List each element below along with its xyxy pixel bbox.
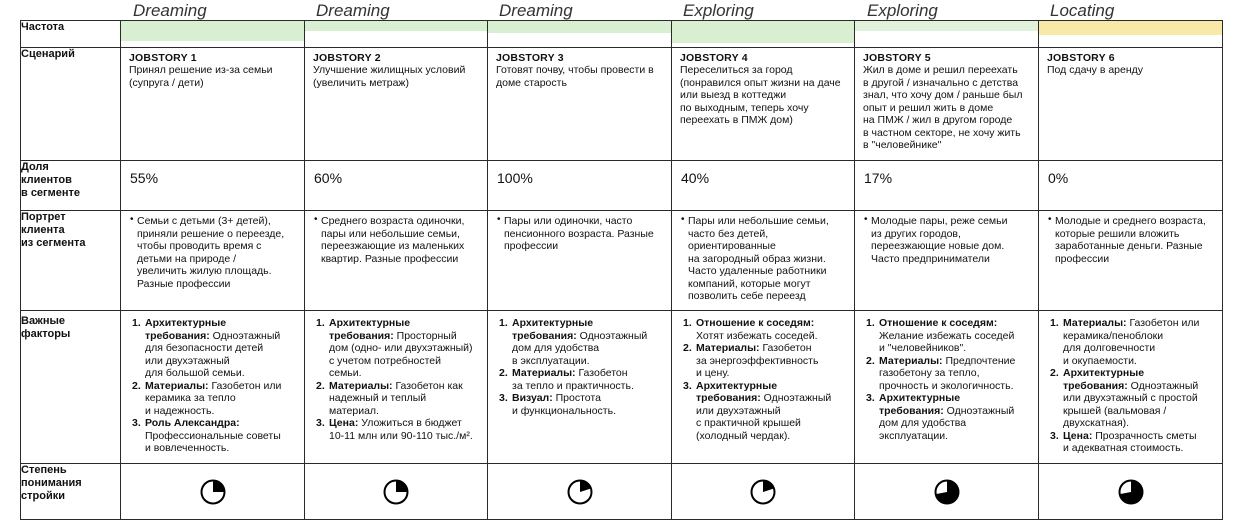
factor-number: 3. [683,379,692,392]
pie-wedge [396,481,408,493]
share-cell [855,161,1039,211]
factor-heading: Отношение к соседям: [696,317,815,329]
factors-cell [1039,311,1223,464]
share-row [21,161,1223,211]
factors-cell [121,311,305,464]
factor-number: 3. [132,417,141,429]
understanding-pie-icon [749,478,777,506]
row-header-frequency: Частота [21,21,121,48]
factor-text: Одноэтажный для безопасности детей или двухэтажный для большой семьи. [145,329,281,379]
pie-wedge [213,481,225,493]
portrait-text: Пары или одиночки, часто пенсионного возраста. Разные профессии [504,215,654,252]
share-value: 55% [130,170,159,186]
frequency-cell [855,21,1039,48]
factors-cell [488,311,672,464]
understanding-cell [672,464,855,520]
frequency-cell [1039,21,1223,48]
factor-text: Предпочтение газобетону за тепло, прочность и экологичность. [879,354,1016,392]
bullet-icon: • [314,214,318,225]
scenario-text: Переселиться за город (понравился опыт жизни на даче или выезд в коттеджи по выходным, теперь хочу переехать в ПМЖ дом) [680,64,841,126]
frequency-bar [305,21,487,31]
frequency-bar [855,21,1038,31]
share-cell [672,161,855,211]
factor-heading: Роль Александра: [145,417,240,429]
factor-item [496,367,665,392]
portrait-text: Семьи с детьми (3+ детей), приняли решение о переезде, чтобы проводить время с детьми на природе / увеличить жилую площадь. Разные профессии [137,215,285,290]
portrait-text: Молодые пары, реже семьи из других городов, переезжающие новые дом. Часто предприниматели [871,215,1008,265]
frequency-bar [121,21,304,41]
factor-heading: Цена: [1063,429,1093,442]
factor-heading: Архитектурные требования: [145,317,227,342]
factor-text: Газобетон или керамика за тепло и надежность. [145,379,282,417]
factors-cell [855,311,1039,464]
portrait-text: Молодые и среднего возраста, которые решили вложить заработанные деньги. Разные профессии [1055,215,1206,265]
factor-text: Одноэтажный дом для удобства в эксплуатации. [512,329,648,367]
factor-heading: Материалы: [696,342,760,354]
factors-cell [672,311,855,464]
factor-number: 2. [499,367,508,379]
factor-number: 1. [866,317,875,329]
scenario-text: Принял решение из-за семьи (супруга / дети) [129,64,273,89]
factors-list [855,311,1038,442]
portrait-row [21,211,1223,311]
factor-item [680,380,848,443]
scenario-text: Под сдачу в аренду [1047,64,1144,76]
understanding-pie-icon [382,478,410,506]
understanding-pie-icon [566,478,594,506]
stage-label: Locating [1050,1,1115,20]
factor-number: 1. [1050,317,1059,329]
factor-number: 3. [499,392,508,404]
jobstory-title: JOBSTORY 6 [1047,52,1115,64]
scenario-cell [1039,48,1223,161]
factor-text: Одноэтажный дом для удобства эксплуатации. [879,404,1015,442]
factors-list [305,311,487,442]
factor-item [1047,367,1216,430]
understanding-row [21,464,1223,520]
frequency-bar [1039,21,1222,35]
stage-label: Dreaming [499,1,573,20]
factor-text: Прозрачность сметы и адекватная стоимость. [1063,429,1197,454]
factor-text: Профессиональные советы и вовлеченность. [145,429,281,454]
share-cell [1039,161,1223,211]
factor-number: 2. [316,379,325,392]
row-header-portrait: Портрет клиента из сегмента [21,211,121,311]
row-header-understanding: Степень понимания стройки [21,464,121,520]
factor-item [313,380,481,418]
frequency-cell [488,21,672,48]
portrait-text: Среднего возраста одиночки, пары или небольшие семьи, переезжающие из маленьких квартир. Разные профессии [321,215,465,265]
bullet-icon: • [130,214,134,225]
frequency-row [21,21,1223,48]
scenario-cell [672,48,855,161]
factor-text: Просторный дом (одно- или двухэтажный) с учетом потребностей семьи. [329,329,473,379]
factor-heading: Архитектурные требования: [1063,367,1145,392]
factor-heading: Материалы: [1063,317,1127,329]
understanding-cell [305,464,488,520]
row-header-factors: Важные факторы [21,311,121,464]
factor-item [863,317,1032,355]
factor-heading: Отношение к соседям: [879,317,998,329]
share-cell [121,161,305,211]
stage-label: Dreaming [133,1,207,20]
factors-list [672,311,854,442]
frequency-bar [488,21,671,33]
frequency-cell [305,21,488,48]
factor-heading: Архитектурные требования: [879,392,961,417]
factor-text: Хотят избежать соседей. [696,329,818,342]
factor-item [863,392,1032,442]
understanding-pie-icon [1117,478,1145,506]
factor-text: Одноэтажный или двухэтажный с простой крышей (вальмовая / двухскатная). [1063,379,1199,429]
portrait-cell [305,211,488,311]
factor-text: Желание избежать соседей и "человейников". [879,329,1015,354]
factor-heading: Архитектурные требования: [329,317,411,342]
scenario-cell [488,48,672,161]
share-cell [488,161,672,211]
factor-item [863,355,1032,393]
factors-list [1039,311,1222,455]
factor-number: 3. [1050,429,1059,442]
factor-heading: Визуал: [512,392,553,404]
factor-number: 2. [1050,367,1059,379]
understanding-cell [488,464,672,520]
portrait-cell [121,211,305,311]
factor-text: Газобетон за энергоэффективность и цену. [696,342,819,379]
factor-heading: Материалы: [512,367,576,379]
stage-label: Dreaming [316,1,390,20]
bullet-icon: • [497,214,501,225]
scenario-text: Улучшение жилищных условий (увеличить метраж) [313,64,466,89]
factor-item [129,317,298,380]
share-value: 17% [864,170,893,186]
factor-number: 2. [132,379,141,392]
share-value: 0% [1048,170,1069,186]
portrait-cell [1039,211,1223,311]
scenario-cell [305,48,488,161]
jobstory-title: JOBSTORY 2 [313,52,381,64]
bullet-icon: • [1048,214,1052,225]
understanding-pie-icon [199,478,227,506]
factor-heading: Материалы: [329,379,393,392]
factor-heading: Цена: [329,417,359,429]
factor-item [1047,430,1216,455]
portrait-cell [855,211,1039,311]
factor-item [680,317,848,342]
factor-number: 1. [132,317,141,329]
stage-label: Exploring [683,1,754,20]
factor-text: Газобетон за тепло и практичность. [512,367,634,392]
share-value: 100% [497,170,533,186]
frequency-bar [672,21,854,43]
jobstory-title: JOBSTORY 5 [863,52,931,64]
factor-heading: Материалы: [879,354,943,367]
factor-text: Простота и функциональность. [512,392,616,417]
factor-text: Газобетон как надежный и теплый материал. [329,379,463,417]
understanding-cell [121,464,305,520]
scenario-cell [121,48,305,161]
understanding-pie-icon [933,478,961,506]
factor-item [496,317,665,367]
factor-text: Уложиться в бюджет 10-11 млн или 90-110 тыс./м². [329,417,473,442]
bullet-icon: • [864,214,868,225]
row-header-share: Доля клиентов в сегменте [21,161,121,211]
scenario-text: Жил в доме и решил переехать в другой / изначально с детства знал, что хочу дом / раньше был опыт и решил жить в доме на ПМЖ / жил в другом городе в частном секторе, не хочу жить в "человейнике" [863,64,1023,151]
factor-heading: Архитектурные требования: [512,317,594,342]
factor-item [496,392,665,417]
factor-item [1047,317,1216,367]
scenario-text: Готовят почву, чтобы провести в доме старость [496,64,654,89]
scenario-row [21,48,1223,161]
factors-list [121,311,304,455]
understanding-cell [855,464,1039,520]
stage-label: Exploring [867,1,938,20]
jobstory-title: JOBSTORY 1 [129,52,197,64]
row-header-scenario: Сценарий [21,48,121,161]
frequency-cell [672,21,855,48]
factors-cell [305,311,488,464]
scenario-cell [855,48,1039,161]
factor-item [680,342,848,380]
bullet-icon: • [681,214,685,225]
factor-text: Одноэтажный или двухэтажный с практичной крышей (холодный чердак). [696,392,832,442]
factor-number: 2. [866,354,875,367]
jobstory-title: JOBSTORY 3 [496,52,564,64]
factor-number: 3. [866,392,875,404]
factors-row [21,311,1223,464]
factor-number: 3. [316,417,325,429]
jobstory-table [20,20,1223,520]
understanding-cell [1039,464,1223,520]
portrait-cell [488,211,672,311]
share-cell [305,161,488,211]
factor-heading: Материалы: [145,379,209,392]
factor-number: 1. [499,317,508,329]
frequency-cell [121,21,305,48]
factor-number: 2. [683,342,692,354]
factor-heading: Архитектурные требования: [696,379,778,404]
factor-number: 1. [316,317,325,329]
share-value: 40% [681,170,710,186]
factors-list [488,311,671,417]
factor-item [129,417,298,455]
factor-item [313,417,481,442]
portrait-cell [672,211,855,311]
jobstory-title: JOBSTORY 4 [680,52,748,64]
factor-number: 1. [683,317,692,329]
portrait-text: Пары или небольшие семьи, часто без детей, ориентированные на загородный образ жизни. Часто удаленные работники компаний, которые могут позволить себе переезд [688,215,829,302]
factor-item [129,380,298,418]
factor-text: Газобетон или керамика/пеноблоки для долговечности и окупаемости. [1063,317,1200,367]
factor-item [313,317,481,380]
share-value: 60% [314,170,343,186]
